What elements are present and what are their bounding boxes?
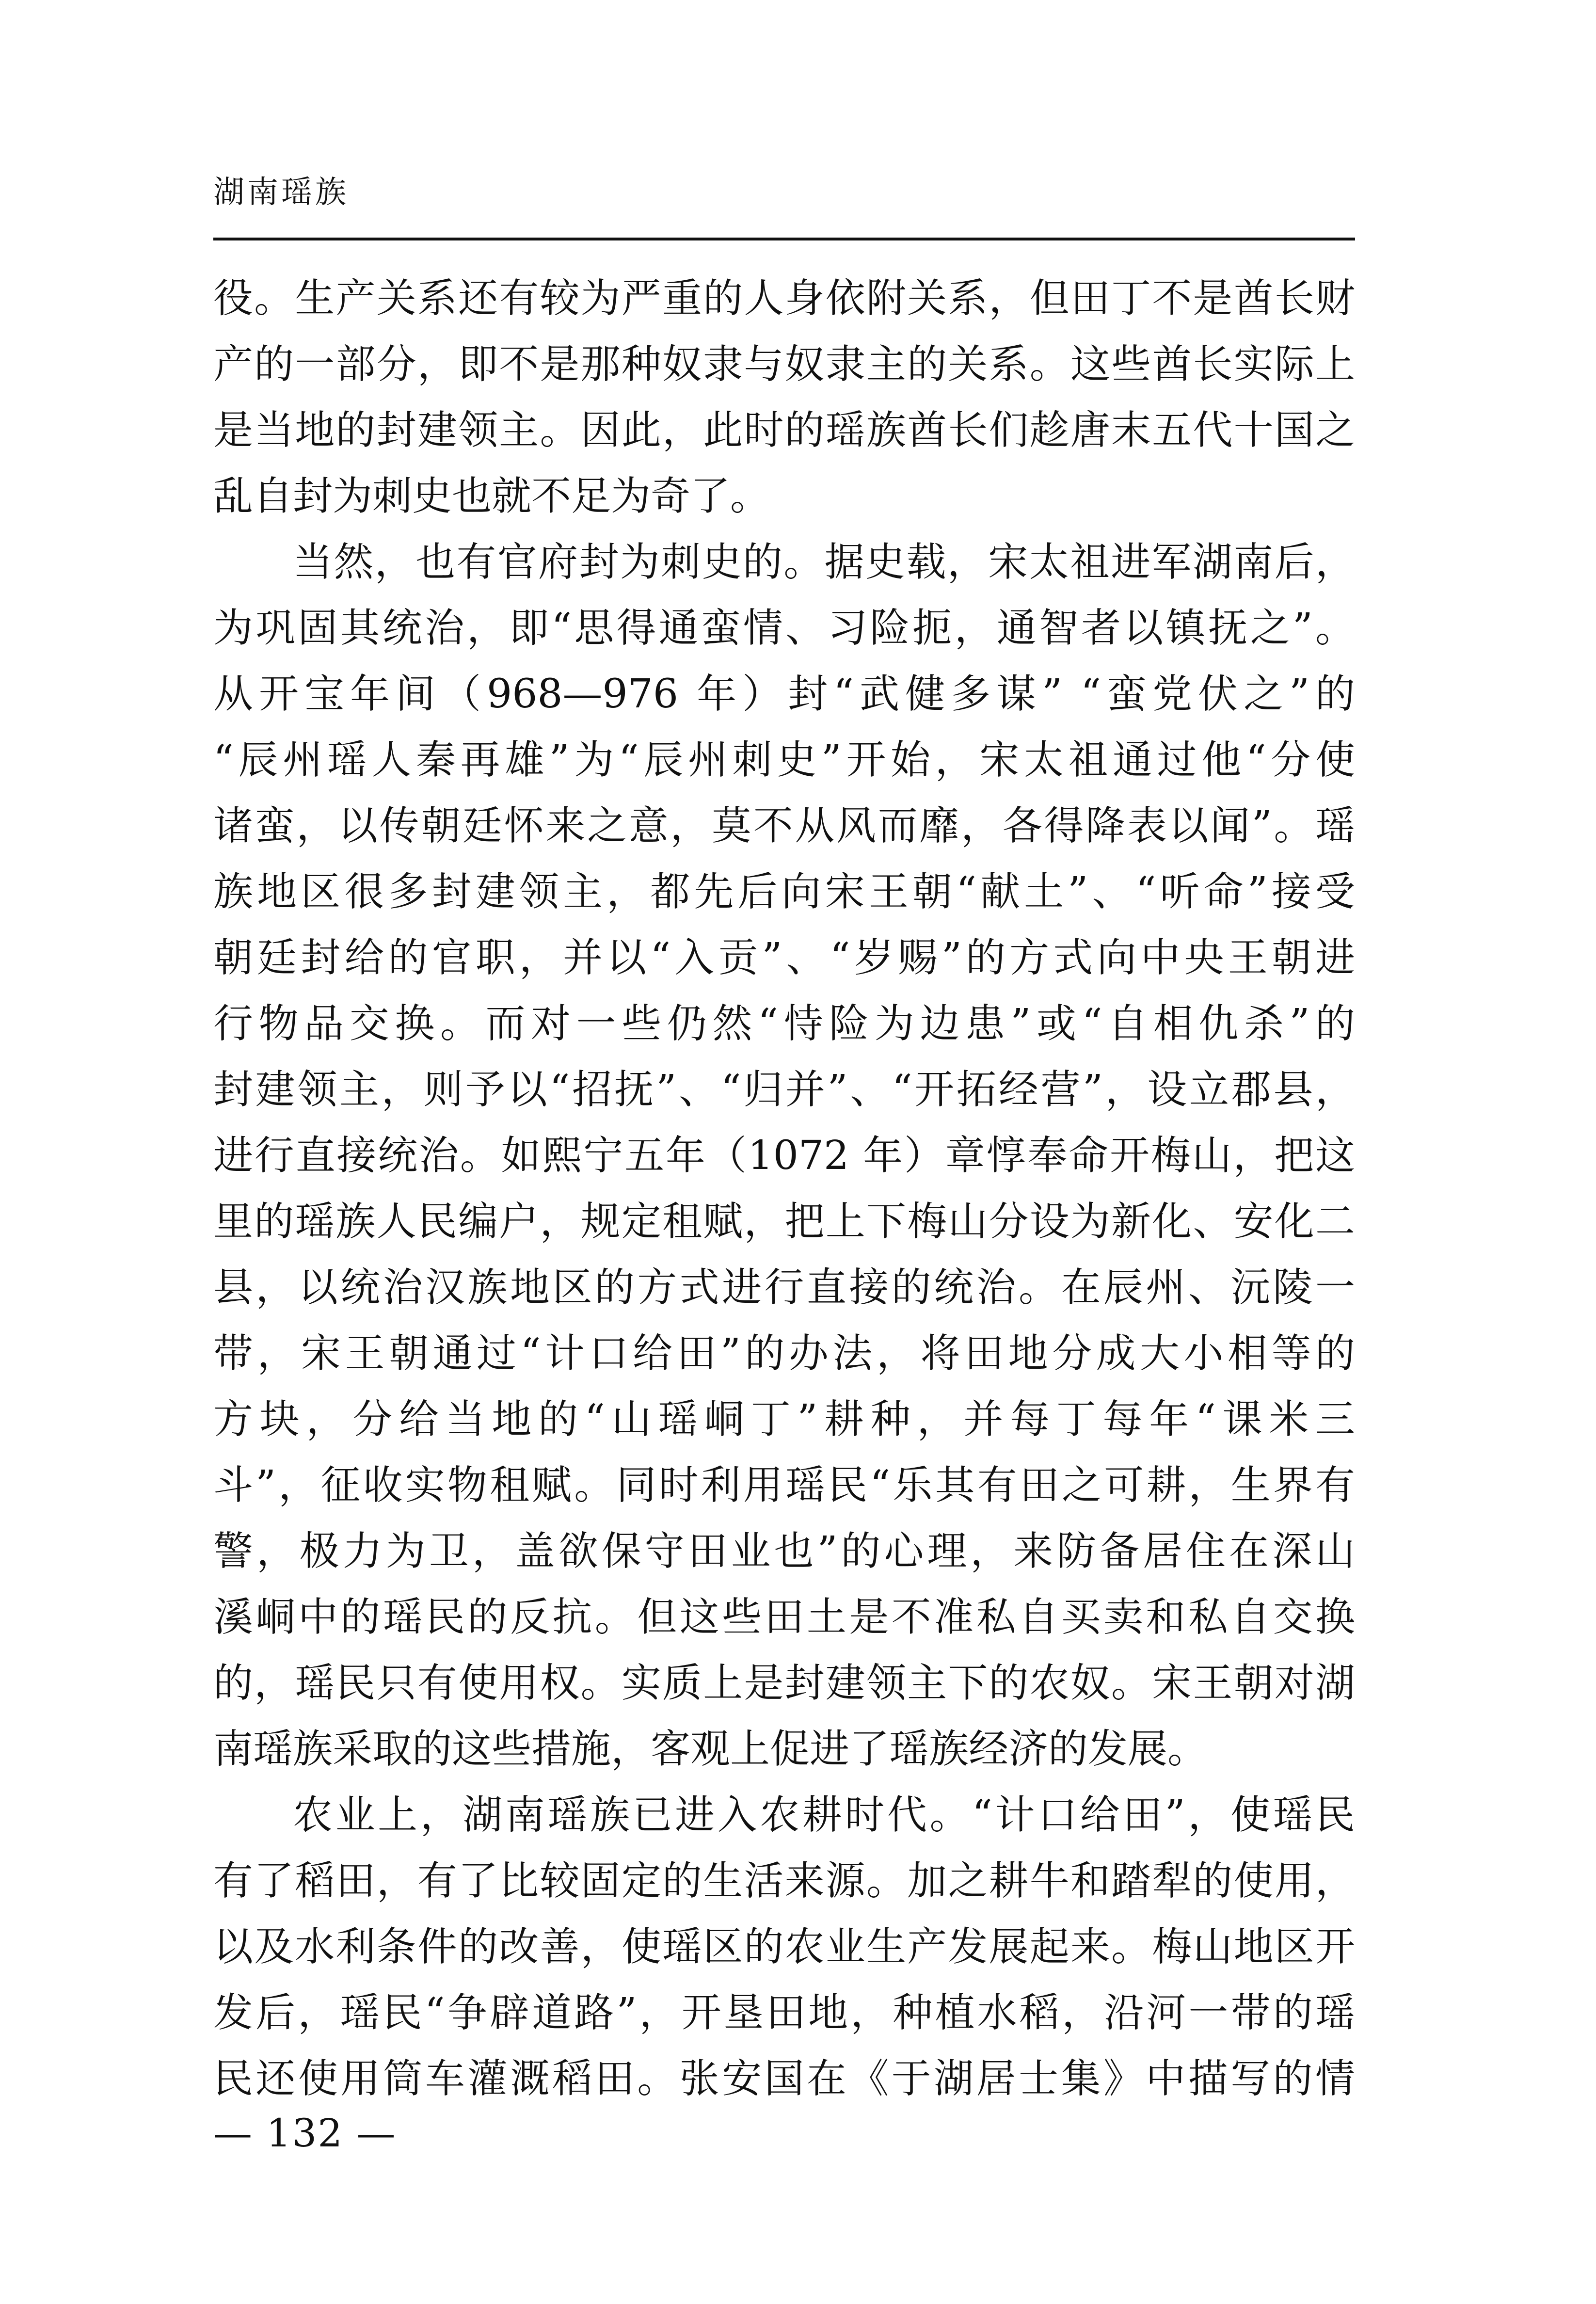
text-line: 朝廷封给的官职，并以“入贡”、“岁赐”的方式向中央王朝进 [213,935,1355,981]
text-line: 封建领主，则予以“招抚”、“归并”、“开拓经营”，设立郡县， [213,1067,1355,1113]
text-line: 发后，瑶民“争辟道路”，开垦田地，种植水稻，沿河一带的瑶 [213,1990,1355,2036]
text-line: 诸蛮，以传朝廷怀来之意，莫不从风而靡，各得降表以闻”。瑶 [213,803,1355,849]
page-number: — 132 — [213,2111,397,2156]
text-line: 以及水利条件的改善，使瑶区的农业生产发展起来。梅山地区开 [213,1924,1355,1970]
text-line: 警，极力为卫，盖欲保守田业也”的心理，来防备居住在深山 [213,1528,1355,1574]
text-line: 溪峒中的瑶民的反抗。但这些田土是不准私自买卖和私自交换 [213,1594,1355,1640]
text-line: 斗”，征收实物租赋。同时利用瑶民“乐其有田之可耕，生界有 [213,1462,1355,1508]
text-line: 从开宝年间（968—976 年）封“武健多谋” “蛮党伏之”的 [213,671,1355,717]
text-line: 的，瑶民只有使用权。实质上是封建领主下的农奴。宋王朝对湖 [213,1660,1355,1706]
text-line: 方块，分给当地的“山瑶峒丁”耕种，并每丁每年“课米三 [213,1396,1355,1442]
text-line: 役。生产关系还有较为严重的人身依附关系，但田丁不是酋长财 [213,275,1355,321]
text-line: 有了稻田，有了比较固定的生活来源。加之耕牛和踏犁的使用， [213,1858,1355,1904]
text-line: 族地区很多封建领主，都先后向宋王朝“献土”、“听命”接受 [213,869,1355,915]
text-line: 民还使用筒车灌溉稻田。张安国在《于湖居士集》中描写的情 [213,2056,1355,2102]
text-line: 是当地的封建领主。因此，此时的瑶族酋长们趁唐末五代十国之 [213,407,1355,453]
header-rule [213,238,1355,240]
text-line: 为巩固其统治，即“思得通蛮情、习险扼，通智者以镇抚之”。 [213,605,1355,651]
text-line: 县，以统治汉族地区的方式进行直接的统治。在辰州、沅陵一 [213,1264,1355,1311]
text-line: 当然，也有官府封为刺史的。据史载，宋太祖进军湖南后， [293,539,1355,585]
text-line: 里的瑶族人民编户，规定租赋，把上下梅山分设为新化、安化二 [213,1199,1355,1245]
text-line: 行物品交换。而对一些仍然“恃险为边患”或“自相仇杀”的 [213,1001,1355,1047]
text-line: 乱自封为刺史也就不足为奇了。 [213,473,770,519]
text-line: 南瑶族采取的这些措施，客观上促进了瑶族经济的发展。 [213,1726,1208,1772]
body-text [213,266,1355,2112]
text-line: 进行直接统治。如熙宁五年（1072 年）章惇奉命开梅山，把这 [213,1133,1355,1179]
running-head-title: 湖南瑶族 [213,175,349,210]
text-line: 带，宋王朝通过“计口给田”的办法，将田地分成大小相等的 [213,1330,1355,1376]
text-line: 产的一部分，即不是那种奴隶与奴隶主的关系。这些酋长实际上 [213,341,1355,387]
text-line: “辰州瑶人秦再雄”为“辰州刺史”开始，宋太祖通过他“分使 [213,737,1355,783]
text-line: 农业上，湖南瑶族已进入农耕时代。“计口给田”，使瑶民 [293,1792,1355,1838]
